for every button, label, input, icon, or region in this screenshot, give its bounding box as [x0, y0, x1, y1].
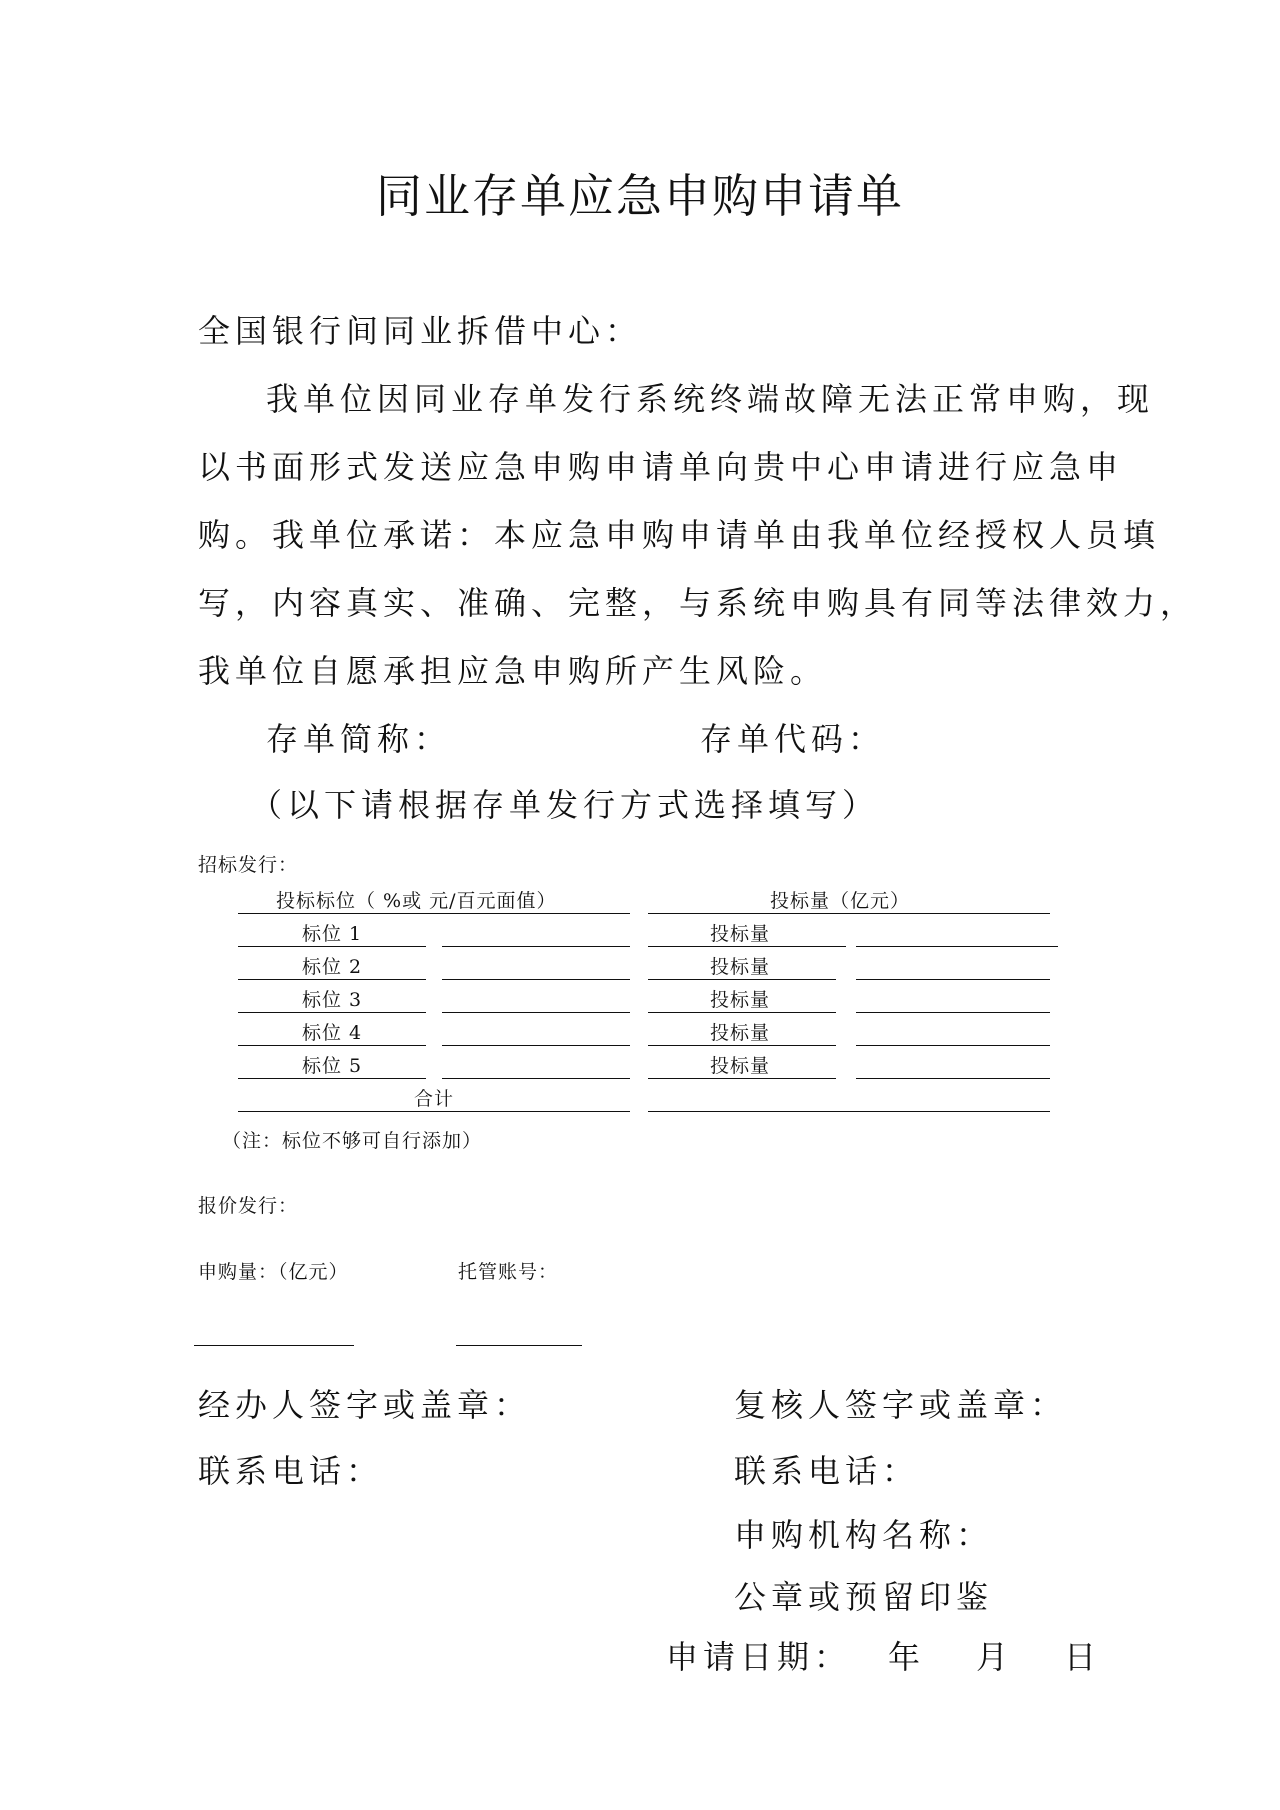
bid-position-name-rule — [238, 1012, 426, 1013]
body-line-1: 我单位因同业存单发行系统终端故障无法正常申购，现 — [266, 380, 1155, 418]
handler-phone-label: 联系电话： — [198, 1452, 384, 1490]
quote-heading: 报价发行： — [198, 1195, 299, 1217]
total-rule-left[interactable] — [238, 1111, 630, 1112]
bid-amount-input[interactable] — [856, 946, 1058, 947]
bid-position-label: 标位 2 — [302, 956, 363, 978]
bid-amount-name-rule — [648, 1045, 836, 1046]
institution-name-label: 申购机构名称： — [734, 1516, 994, 1554]
bid-position-name-rule — [238, 946, 426, 947]
body-line-5: 我单位自愿承担应急申购所产生风险。 — [198, 652, 828, 690]
handler-signature-label: 经办人签字或盖章： — [198, 1386, 532, 1424]
subscription-amount-label: 申购量：（亿元） — [198, 1261, 349, 1283]
bid-amount-label: 投标量 — [710, 1022, 771, 1044]
tender-heading: 招标发行： — [198, 854, 299, 876]
date-day: 日 — [1064, 1638, 1102, 1676]
bid-position-name-rule — [238, 1045, 426, 1046]
bid-amount-input[interactable] — [856, 1045, 1050, 1046]
bid-amount-name-rule — [648, 946, 846, 947]
bid-position-input[interactable] — [442, 1078, 630, 1079]
tender-note: （注：标位不够可自行添加） — [222, 1130, 483, 1152]
bid-position-label: 标位 1 — [302, 923, 363, 945]
col1-header: 投标标位（ %或 元/百元面值） — [276, 890, 557, 912]
bid-position-label: 标位 5 — [302, 1055, 363, 1077]
instruction: （以下请根据存单发行方式选择填写） — [250, 786, 880, 824]
bid-amount-label: 投标量 — [710, 956, 771, 978]
bid-amount-label: 投标量 — [710, 923, 771, 945]
subscription-amount-input[interactable] — [194, 1345, 354, 1346]
bid-position-input[interactable] — [442, 1045, 630, 1046]
header-rule-left — [238, 913, 630, 914]
seal-label: 公章或预留印鉴 — [734, 1578, 994, 1616]
date-month: 月 — [976, 1638, 1014, 1676]
page-title: 同业存单应急申购申请单 — [376, 169, 904, 223]
reviewer-signature-label: 复核人签字或盖章： — [734, 1386, 1068, 1424]
total-label: 合计 — [414, 1088, 455, 1110]
short-name-label: 存单简称： — [266, 720, 452, 758]
header-rule-right — [648, 913, 1050, 914]
code-label: 存单代码： — [700, 720, 886, 758]
bid-position-input[interactable] — [442, 1012, 630, 1013]
total-rule-right[interactable] — [648, 1111, 1050, 1112]
bid-amount-input[interactable] — [856, 1078, 1050, 1079]
bid-amount-name-rule — [648, 1078, 836, 1079]
bid-position-name-rule — [238, 979, 426, 980]
bid-amount-input[interactable] — [856, 1012, 1050, 1013]
col2-header: 投标量（亿元） — [770, 890, 911, 912]
custody-account-label: 托管账号： — [458, 1261, 559, 1283]
date-year: 年 — [888, 1638, 926, 1676]
body-line-3: 购。我单位承诺：本应急申购申请单由我单位经授权人员填 — [198, 516, 1161, 554]
bid-amount-label: 投标量 — [710, 989, 771, 1011]
bid-amount-name-rule — [648, 979, 836, 980]
bid-position-name-rule — [238, 1078, 426, 1079]
reviewer-phone-label: 联系电话： — [734, 1452, 920, 1490]
body-line-2: 以书面形式发送应急申购申请单向贵中心申请进行应急申 — [198, 448, 1124, 486]
bid-position-label: 标位 3 — [302, 989, 363, 1011]
addressee: 全国银行间同业拆借中心： — [198, 312, 643, 350]
application-date-label: 申请日期： — [666, 1638, 852, 1676]
bid-position-label: 标位 4 — [302, 1022, 363, 1044]
body-line-4: 写，内容真实、准确、完整，与系统申购具有同等法律效力， — [198, 584, 1198, 622]
bid-amount-input[interactable] — [856, 979, 1050, 980]
bid-amount-label: 投标量 — [710, 1055, 771, 1077]
custody-account-input[interactable] — [456, 1345, 582, 1346]
bid-position-input[interactable] — [442, 946, 630, 947]
bid-amount-name-rule — [648, 1012, 836, 1013]
bid-position-input[interactable] — [442, 979, 630, 980]
